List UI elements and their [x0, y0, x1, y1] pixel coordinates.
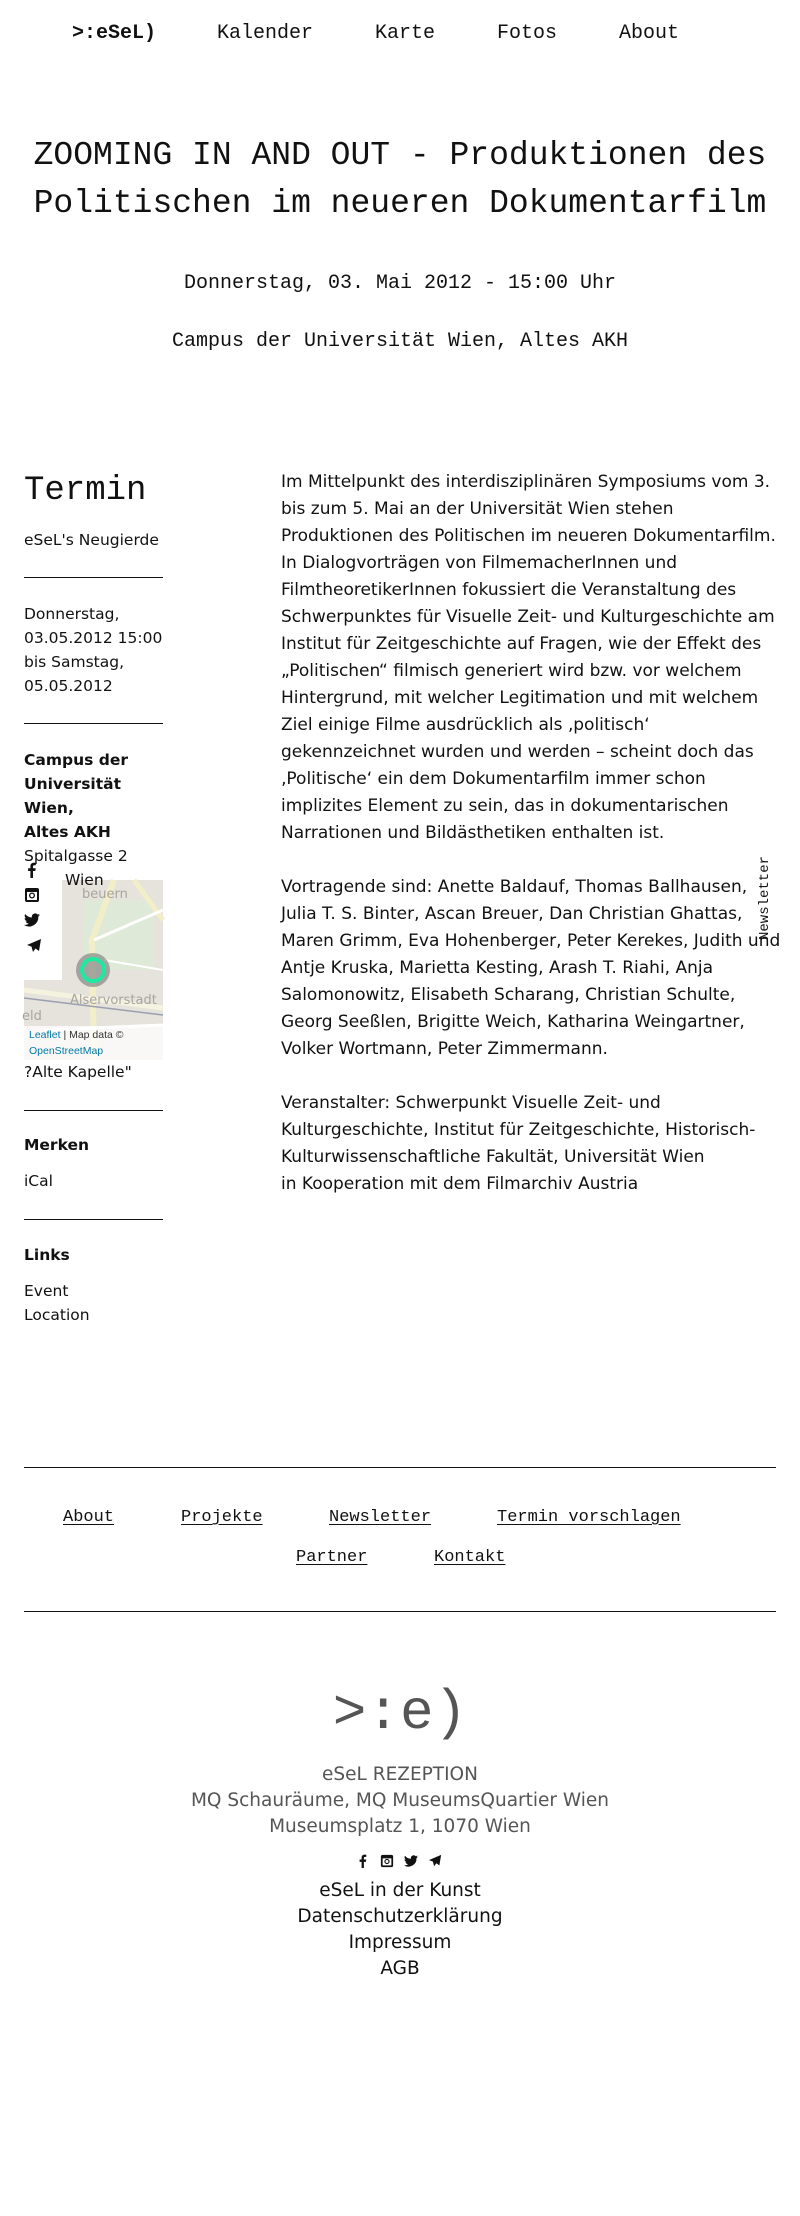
divider [24, 1110, 163, 1111]
location-link[interactable]: Location [24, 1306, 90, 1324]
footer-impressum[interactable]: Impressum [348, 1932, 452, 1953]
telegram-icon[interactable] [428, 1854, 442, 1868]
attribution-text: | Map data © [60, 1029, 124, 1041]
twitter-icon[interactable] [404, 1854, 418, 1868]
newsletter-tab[interactable]: Newsletter [757, 855, 773, 940]
category-link[interactable]: eSeL's Neugierde [24, 531, 159, 549]
ical-link[interactable]: iCal [24, 1172, 53, 1190]
title-line: ZOOMING IN AND OUT - Produktionen des [33, 137, 767, 174]
event-link[interactable]: Event [24, 1282, 69, 1300]
venue-name-line: Campus der [24, 751, 128, 769]
address-line: MQ Schauräume, MQ MuseumsQuartier Wien [190, 1790, 610, 1811]
map-label: eld [22, 1009, 42, 1024]
footer-divider [24, 1467, 776, 1468]
description-paragraph: Im Mittelpunkt des interdisziplinären Symposiums vom 3. bis zum 5. Mai an der Universität Wien stehen Produktionen des Politischen im neueren Dokumentarfilm. In Dialogvorträgen von FilmemacherInnen und FilmtheoretikerInnen fokussiert die Veranstaltung des Schwerpunktes für Visuelle Zeit- und Kulturgeschichte am Institut für Zeitgeschichte auf Fragen, wie der Effekt des „Politischen“ filmisch generiert wird bzw. vor welchem Hintergrund, mit welcher Legitimation und mit welchem Ziel einige Filme ausdrücklich als ‚politisch‘ gekennzeichnet wurden und werden – scheint doch das ‚Politische‘ ein dem Dokumentarfilm immer schon implizites Element zu sein, das in dokumentarischen Narrationen und Bildästhetiken enthalten ist. [281, 472, 776, 843]
footer-termin-vorschlagen[interactable]: Termin vorschlagen [497, 1508, 681, 1527]
footer-about[interactable]: About [63, 1508, 115, 1527]
footer-esel-in-der-kunst[interactable]: eSeL in der Kunst [319, 1880, 481, 1901]
divider [24, 1219, 163, 1220]
event-description [281, 469, 781, 1225]
footer-partner[interactable]: Partner [296, 1548, 368, 1567]
map-label: Alservorstadt [70, 993, 157, 1008]
sidebar-heading: Termin [24, 472, 147, 510]
links-heading: Links [24, 1246, 70, 1264]
footer-links [0, 1878, 800, 1982]
date-range [24, 602, 163, 698]
footer-datenschutz[interactable]: Datenschutzerklärung [297, 1906, 503, 1927]
footer-logo: >:e) [332, 1681, 468, 1745]
event-datetime: Donnerstag, 03. Mai 2012 - 15:00 Uhr [183, 272, 617, 295]
venue-city: Wien [65, 871, 104, 889]
date-line: 03.05.2012 15:00 [24, 629, 163, 647]
venue-street: Spitalgasse 2 [24, 847, 128, 865]
footer-address [0, 1762, 800, 1840]
map-attribution [24, 1026, 163, 1060]
logo-link[interactable]: >:eSeL) [72, 22, 157, 45]
footer-social-icons [356, 1854, 446, 1870]
organizer-paragraph: Veranstalter: Schwerpunkt Visuelle Zeit- und Kulturgeschichte, Institut für Zeitgeschichte, Historisch-Kulturwissenschaftliche Fakultät, Universität Wien in Kooperation mit dem Filmarchiv Austria [281, 1093, 756, 1194]
facebook-icon[interactable] [356, 1854, 370, 1868]
date-line: 05.05.2012 [24, 677, 113, 695]
title-line: Politischen im neueren Dokumentarfilm [33, 185, 767, 222]
osm-link[interactable]: OpenStreetMap [29, 1045, 104, 1057]
divider [24, 577, 163, 578]
footer-agb[interactable]: AGB [380, 1958, 420, 1979]
footer-kontakt[interactable]: Kontakt [434, 1548, 506, 1567]
date-line: Donnerstag, [24, 605, 120, 623]
venue-note: ?Alte Kapelle" [24, 1063, 132, 1081]
nav-karte[interactable]: Karte [375, 22, 436, 45]
nav-kalender[interactable]: Kalender [217, 22, 314, 45]
address-line: eSeL REZEPTION [322, 1764, 478, 1785]
footer-projekte[interactable]: Projekte [181, 1508, 263, 1527]
leaflet-link[interactable]: Leaflet [29, 1029, 61, 1041]
telegram-icon[interactable] [26, 938, 42, 954]
venue [24, 748, 163, 892]
date-line: bis Samstag, [24, 653, 125, 671]
venue-name-line: Altes AKH [24, 823, 111, 841]
footer-divider [24, 1611, 776, 1612]
twitter-icon[interactable] [24, 912, 40, 928]
divider [24, 723, 163, 724]
map-label: beuern [82, 887, 128, 902]
footer-newsletter[interactable]: Newsletter [329, 1508, 432, 1527]
speakers-paragraph: Vortragende sind: Anette Baldauf, Thomas Ballhausen, Julia T. S. Binter, Ascan Breuer, Dan Christian Ghattas, Maren Grimm, Eva Hohenberger, Peter Kerekes, Judith und Antje Kruska, Marietta Kesting, Arash T. Riahi, Anja Salomonowitz, Elisabeth Scharang, Christian Schulte, Georg Seeßlen, Brigitte Weich, Katharina Weingartner, Volker Wortmann, Peter Zimmermann. [281, 877, 781, 1059]
event-location: Campus der Universität Wien, Altes AKH [171, 330, 629, 353]
instagram-icon[interactable] [380, 1854, 394, 1868]
nav-about[interactable]: About [619, 22, 680, 45]
venue-name-line: Universität Wien, [24, 775, 122, 817]
address-line: Museumsplatz 1, 1070 Wien [269, 1816, 531, 1837]
nav-fotos[interactable]: Fotos [497, 22, 558, 45]
merken-heading: Merken [24, 1136, 90, 1154]
event-title [0, 132, 800, 228]
